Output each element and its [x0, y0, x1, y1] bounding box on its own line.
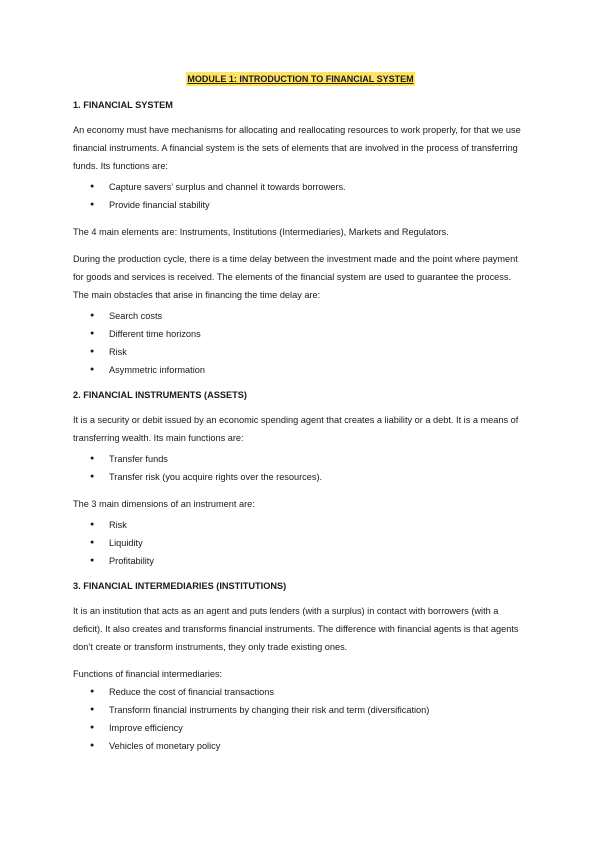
section-heading-financial-system: 1. FINANCIAL SYSTEM [73, 100, 173, 110]
paragraph: It is a security or debit issued by an economic spending agent that creates a liability or a debt. It is a means of transferring wealth. Its main functions are: [73, 415, 519, 443]
bullet-list [73, 683, 528, 755]
list-item: ● Risk [73, 516, 528, 534]
section-heading-financial-instruments: 2. FINANCIAL INSTRUMENTS (ASSETS) [73, 390, 247, 400]
module-title: MODULE 1: INTRODUCTION TO FINANCIAL SYSTEM [187, 74, 414, 84]
paragraph: It is an institution that acts as an agent and puts lenders (with a surplus) in contact with borrowers (with a deficit). It also creates and transforms financial instruments. The difference with financial agents is that agents don’t create or transform instruments, they only trade existing ones. [73, 606, 519, 652]
list-item: ● Liquidity [73, 534, 528, 552]
bullet-list [73, 450, 528, 486]
list-item: ● Improve efficiency [73, 719, 528, 737]
list-item: ● Reduce the cost of financial transactions [73, 683, 528, 701]
list-item: ● Risk [73, 343, 528, 361]
bullet-list [73, 178, 528, 214]
document-page [73, 70, 528, 764]
list-item: ● Capture savers’ surplus and channel it towards borrowers. [73, 178, 528, 196]
paragraph: Functions of financial intermediaries: [73, 669, 223, 679]
list-item: ● Transfer funds [73, 450, 528, 468]
bullet-list [73, 307, 528, 379]
paragraph: During the production cycle, there is a time delay between the investment made and the point where payment for goods and services is received. The elements of the financial system are used to guarantee the process. The main obstacles that arise in financing the time delay are: [73, 254, 518, 300]
paragraph: The 3 main dimensions of an instrument are: [73, 499, 255, 509]
section-heading-financial-intermediaries: 3. FINANCIAL INTERMEDIARIES (INSTITUTIONS) [73, 581, 287, 591]
list-item: ● Profitability [73, 552, 528, 570]
list-item: ● Transform financial instruments by changing their risk and term (diversification) [73, 701, 528, 719]
bullet-list [73, 516, 528, 570]
paragraph: The 4 main elements are: Instruments, Institutions (Intermediaries), Markets and Regulators. [73, 227, 449, 237]
list-item: ● Vehicles of monetary policy [73, 737, 528, 755]
paragraph: An economy must have mechanisms for allocating and reallocating resources to work properly, for that we use financial instruments. A financial system is the sets of elements that are involved in the process of transferring funds. Its functions are: [73, 125, 521, 171]
list-item: ● Different time horizons [73, 325, 528, 343]
list-item: ● Search costs [73, 307, 528, 325]
list-item: ● Transfer risk (you acquire rights over the resources). [73, 468, 528, 486]
list-item: ● Provide financial stability [73, 196, 528, 214]
list-item: ● Asymmetric information [73, 361, 528, 379]
